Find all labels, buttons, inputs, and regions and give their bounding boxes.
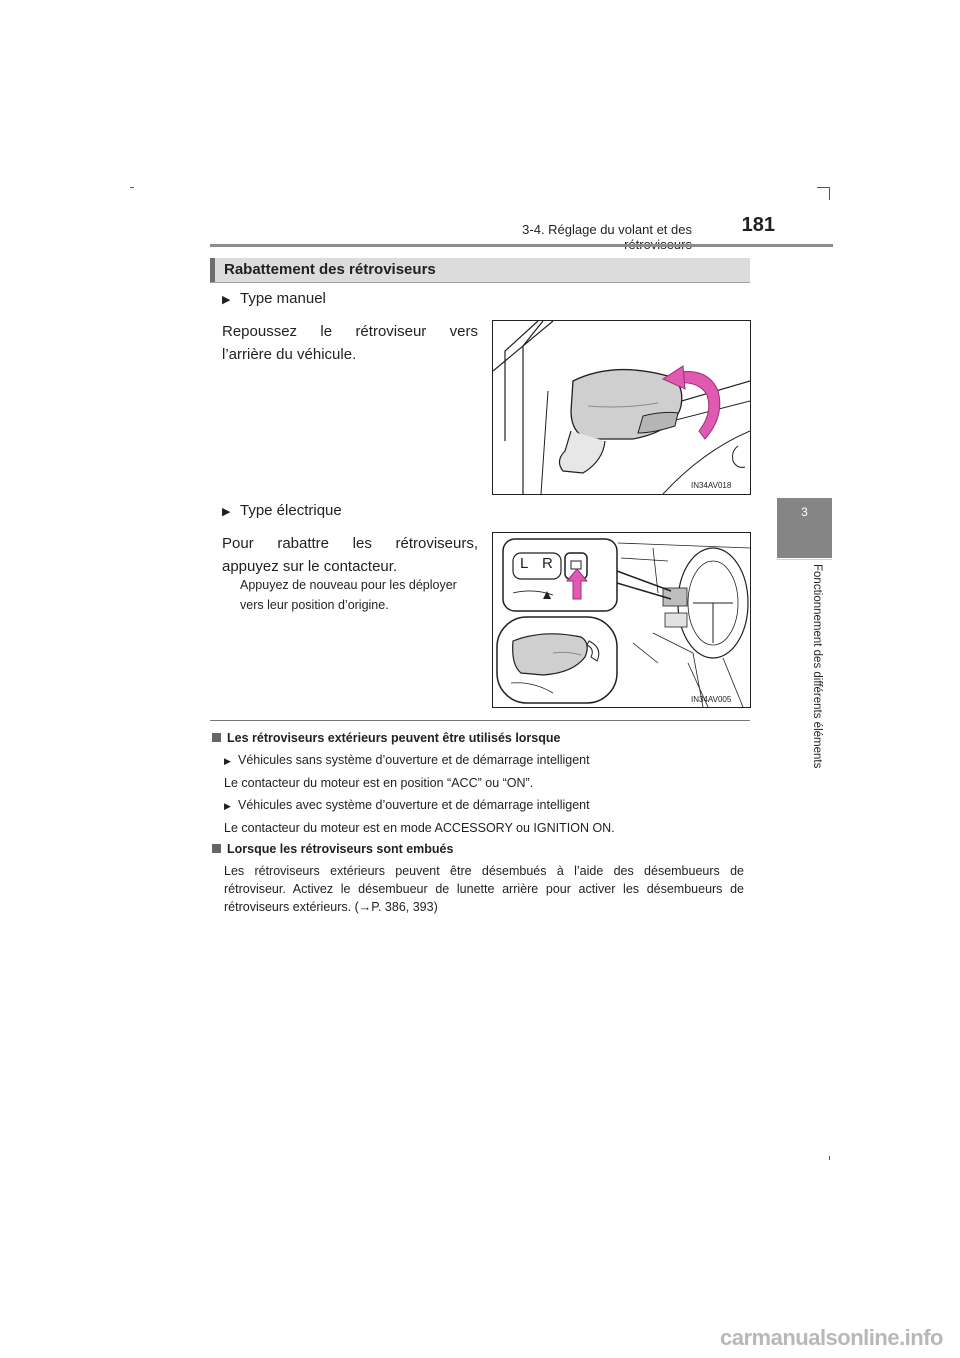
manual-mirror-figure [492, 320, 751, 495]
triangle-bullet-icon: ▶ [222, 294, 231, 306]
usable-text-2: Le contacteur du moteur est en mode ACCESSORY ou IGNITION ON. [224, 821, 615, 835]
figure-code: IN34AV005 [691, 695, 732, 704]
triangle-bullet-icon: ▶ [222, 506, 231, 518]
electric-instruction-line1: Pour rabattre les rétroviseurs, [222, 535, 478, 552]
chapter-number: 3 [801, 505, 808, 519]
section-heading [210, 258, 750, 283]
usable-condition-1: ▶ Véhicules sans système d’ouverture et de démarrage intelligent [224, 751, 590, 770]
manual-mirror-illustration [493, 321, 750, 494]
electric-note-line1: Appuyez de nouveau pour les déployer [240, 578, 457, 592]
figure-code: IN34AV018 [691, 481, 732, 490]
switch-label-right: R [542, 555, 553, 572]
chapter-title: Fonctionnement des différents éléments [811, 564, 823, 769]
manual-type-heading: ▶ Type manuel [222, 290, 326, 307]
triangle-bullet-icon: ▶ [224, 801, 231, 811]
triangle-bullet-icon: ▶ [224, 756, 231, 766]
fog-text-line1: Les rétroviseurs extérieurs peuvent être désembués à l’aide des désembueurs de [224, 864, 744, 878]
manual-instruction-line2: l’arrière du véhicule. [222, 346, 357, 363]
electric-mirror-illustration [493, 533, 750, 707]
running-header-section: 3-4. Réglage du volant et des [522, 222, 692, 237]
switch-label-left: L [520, 555, 529, 572]
fog-text-line2: rétroviseur. Activez le désembueur de lunette arrière pour activer les désembueurs de [224, 882, 744, 896]
header-rule [210, 244, 833, 247]
crop-mark [829, 1156, 830, 1160]
electric-type-heading: ▶ Type électrique [222, 502, 342, 519]
electric-mirror-figure [492, 532, 751, 708]
manual-instruction-line1: Repoussez le rétroviseur vers [222, 323, 478, 340]
square-bullet-icon [212, 844, 221, 853]
crop-mark [829, 187, 830, 200]
fog-title: Lorsque les rétroviseurs sont embués [212, 842, 453, 856]
usable-text-1: Le contacteur du moteur est en position “ACC” ou “ON”. [224, 776, 534, 790]
chapter-tab-divider [777, 559, 832, 560]
page-number: 181 [741, 214, 775, 236]
electric-note-line2: vers leur position d’origine. [240, 598, 389, 612]
section-heading-text: Rabattement des rétroviseurs [224, 261, 436, 278]
section-heading-bar [210, 258, 215, 282]
info-divider [210, 720, 750, 721]
electric-instruction-line2: appuyez sur le contacteur. [222, 558, 398, 575]
usable-conditions-title: Les rétroviseurs extérieurs peuvent être utilisés lorsque [212, 731, 560, 745]
crop-mark [130, 187, 134, 188]
fog-text-line3: rétroviseurs extérieurs. (→P. 386, 393) [224, 900, 438, 914]
square-bullet-icon [212, 733, 221, 742]
usable-condition-2: ▶ Véhicules avec système d’ouverture et de démarrage intelligent [224, 796, 590, 815]
watermark: carmanualsonline.info [720, 1325, 943, 1350]
